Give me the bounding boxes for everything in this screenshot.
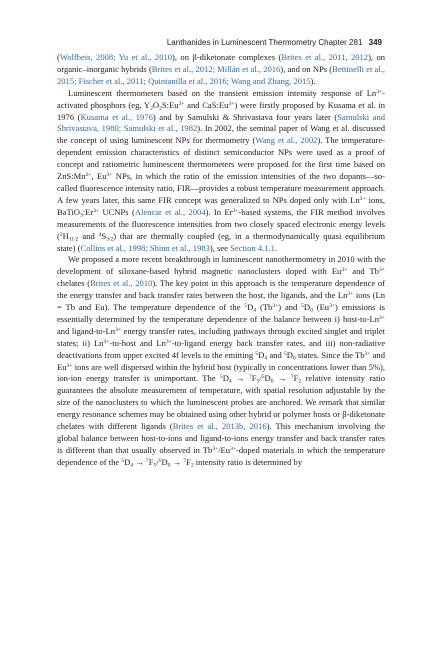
- citation-link[interactable]: Wolfbeis, 2008; Yu et al., 2010: [59, 52, 173, 62]
- running-header: [56, 38, 382, 47]
- text-run: ), on β-diketonate complexes (: [172, 52, 282, 62]
- text-run: ). In Er: [205, 206, 233, 217]
- superscript: 3+: [230, 445, 237, 452]
- subscript: 4: [253, 307, 257, 314]
- running-title: Lanthanides in Luminescent Thermometry: [166, 38, 317, 47]
- citation-link[interactable]: Bettinelli et al., 2015; Fischer et al., 2011; Quintanilla et al., 2016; Wang and Zhang, 2015: [57, 63, 385, 86]
- chapter-label: Chapter: [318, 38, 347, 47]
- text-run: F: [186, 456, 191, 467]
- text-run: ), on organic–inorganic hybrids (: [57, 52, 385, 74]
- citation-link[interactable]: Wang et al., 2002: [255, 135, 318, 146]
- subscript: 4: [228, 378, 232, 385]
- superscript: 3+: [347, 290, 354, 297]
- citation-link[interactable]: Brites et al., 2012; Millán et al., 2016: [151, 63, 281, 74]
- superscript: 5: [255, 350, 259, 357]
- chapter-number: 281: [349, 38, 363, 47]
- text-run: D: [247, 302, 254, 313]
- text-run: ). The key point in this approach is the temperature dependence of the energy transfer and back transfer rates between the host, the ligands, and the Ln: [57, 278, 386, 301]
- superscript: 3+: [115, 326, 122, 333]
- subscript: 11/2: [68, 236, 79, 243]
- superscript: 3+: [364, 350, 371, 357]
- text-run: H: [62, 230, 69, 241]
- text-run: ) and by Samulski & Shrivastava four years later (: [152, 111, 338, 122]
- text-run: :Er: [82, 206, 94, 217]
- text-run: /: [259, 373, 262, 384]
- text-run: F: [293, 373, 299, 384]
- subscript: 5: [256, 378, 260, 385]
- subscript: 5: [153, 462, 157, 469]
- text-run: We proposed a more recent breakthrough in luminescent nanothermometry in 2010 with the development of siloxane-based hybrid magnetic nanoclusters doped with Eu: [57, 254, 385, 277]
- text-run: and Tb: [347, 266, 380, 277]
- superscript: 7: [290, 374, 294, 381]
- text-run: -to-host and Ln: [109, 337, 166, 348]
- text-run: →: [133, 456, 146, 467]
- text-run: chelates (: [57, 278, 91, 289]
- text-run: and CaS:Eu: [184, 99, 229, 110]
- text-run: relative intensity ratio guarantees the absolute measurement of temperature, with spatial resolution adjustable by the size of the nanoclusters to which the luminescent probes are anchored. We remark that similar energy resonance schemes may be obtained using other hybrid or polymer hosts or β-diketonate chelates with different ligands (: [57, 373, 385, 432]
- text-run: -activated phosphors (eg, Y: [57, 87, 385, 110]
- superscript: 5: [219, 374, 223, 381]
- superscript: 3+: [376, 88, 383, 95]
- superscript: 3+: [106, 171, 113, 178]
- text-run: D: [286, 349, 293, 360]
- superscript: 3+: [212, 445, 219, 452]
- superscript: 5: [158, 457, 162, 464]
- text-run: S:Eu: [161, 99, 179, 110]
- text-run: ) that are thermally coupled (eg, in a thermodynamically quasi equilibrium state) (: [57, 230, 385, 253]
- superscript: 3+: [178, 100, 185, 107]
- paragraph-1: [57, 52, 385, 88]
- superscript: 5: [283, 350, 287, 357]
- text-run: and: [267, 349, 284, 360]
- superscript: 5: [261, 374, 265, 381]
- text-run: .: [274, 242, 278, 253]
- subscript: 2: [190, 462, 194, 469]
- text-run: S: [101, 230, 107, 241]
- text-run: ions are well dispersed within the hybrid host (typically in concentrations lower than 5%), ion-ion energy transfer is unimportant. The: [57, 361, 385, 384]
- body-text: [57, 52, 385, 469]
- citation-link[interactable]: Alencar et al., 2004: [134, 206, 206, 217]
- text-run: -to-ligand energy back transfer rates, and iii) non-radiative deactivations from upper excited 4f levels to the emitting: [57, 337, 386, 360]
- superscript: 4: [98, 231, 102, 238]
- superscript: 3+: [379, 314, 385, 321]
- text-run: D: [258, 349, 265, 360]
- text-run: (Tb: [256, 302, 273, 313]
- text-run: ). In 2002, the seminal paper of Wang et al. discussed the concept of using luminescent NPs for thermometry (: [57, 123, 385, 146]
- page-number: 349: [368, 38, 382, 47]
- text-run: ) emissions is essentially determined by the temperature dependence of the balance between i) host-to-Ln: [57, 302, 385, 324]
- text-run: F: [251, 373, 257, 384]
- text-run: NPs, in which the ratio of the emission intensities of the two dopants—so-called fluorescence intensity ratio, FIR—provides a robust temperature measurement approach. A few years later, this same FIR concept was generalized to NPs doped only with Ln: [57, 171, 385, 205]
- superscript: 3+: [329, 302, 336, 309]
- superscript: 3+: [341, 267, 348, 274]
- text-run: →: [231, 373, 249, 384]
- text-run: UCNPs (: [99, 206, 135, 217]
- text-run: ). This mechanism involving the global balance between host-to-ions and ligand-to-ions energy transfer and back transfer rates is different than that usually observed in Tb: [57, 421, 385, 455]
- subscript: 0: [270, 378, 274, 385]
- text-run: energy transfer rates, including pathways through excited singlet and triplet states; ii) Ln: [57, 325, 385, 348]
- text-run: and: [78, 230, 99, 241]
- superscript: 7: [183, 457, 187, 464]
- text-run: D: [222, 373, 229, 384]
- text-run: ions (Ln = Tb and Eu). The temperature dependence of the: [57, 290, 385, 313]
- text-run: Luminescent thermometers based on the transient emission intensity response of Ln: [68, 87, 377, 98]
- text-run: and ligand-to-Ln: [57, 325, 116, 336]
- text-run: ) were firstly proposed by Kusama et al. in 1976 (: [57, 99, 385, 122]
- citation-link[interactable]: Brites et al., 2013b, 2016: [172, 421, 267, 432]
- text-run: (Eu: [312, 302, 330, 313]
- superscript: 7: [145, 457, 149, 464]
- subscript: 0: [310, 307, 313, 314]
- superscript: 2+: [85, 171, 92, 178]
- superscript: 2: [59, 231, 63, 238]
- text-run: states. Since the Tb: [295, 349, 365, 360]
- superscript: 3+: [359, 195, 366, 202]
- superscript: 3+: [93, 207, 100, 214]
- subscript: 3: [79, 212, 83, 219]
- paragraph-2: [57, 88, 385, 255]
- subscript: 0: [167, 462, 171, 469]
- text-run: (: [57, 52, 60, 62]
- text-run: D: [303, 302, 311, 313]
- subscript: 2: [298, 378, 302, 385]
- text-run: ), and on NPs (: [280, 63, 333, 74]
- text-run: ). The temperature-dependent emission characteristics of distinct semiconductor NPs were used as a proof of concept and ratiometric luminescent thermometers were proposed for the first time based on ZnS:Mn: [57, 135, 385, 182]
- subscript: 3/2: [106, 236, 114, 243]
- citation-link[interactable]: Collins et al., 1998; Shinn et al., 1983: [80, 242, 210, 253]
- superscript: 5: [121, 457, 125, 464]
- superscript: 3+: [272, 302, 279, 309]
- text-run: →: [170, 456, 184, 467]
- citation-link[interactable]: Section 4.1.1: [230, 242, 275, 253]
- subscript: 4: [264, 355, 268, 362]
- subscript: 4: [130, 462, 134, 469]
- superscript: 5: [244, 302, 248, 309]
- text-run: ).: [310, 75, 316, 86]
- paragraph-3: [57, 254, 385, 468]
- superscript: 3+: [232, 207, 239, 214]
- superscript: 3+: [66, 362, 73, 369]
- text-run: ) and: [278, 302, 302, 313]
- text-run: D: [124, 456, 131, 467]
- subscript: 0: [292, 355, 296, 362]
- citation-link[interactable]: Kusama et al., 1976: [80, 111, 153, 122]
- text-run: -doped materials in which the temperature dependence of the: [57, 444, 385, 467]
- text-run: , Eu: [91, 171, 107, 182]
- text-run: O: [152, 99, 160, 110]
- text-run: D: [264, 373, 271, 384]
- subscript: 2: [159, 105, 162, 112]
- text-run: D: [161, 456, 168, 467]
- text-run: ), see: [209, 242, 231, 253]
- citation-link[interactable]: Brites et al., 2011, 2012: [281, 52, 369, 62]
- superscript: 7: [248, 374, 252, 381]
- text-run: ions, BaTiO: [57, 194, 385, 217]
- text-run: and Eu: [57, 349, 385, 372]
- superscript: 3+: [103, 338, 110, 345]
- text-run: /Eu: [218, 444, 231, 455]
- text-run: /: [156, 456, 159, 467]
- citation-link[interactable]: Samulski and Shrivastava, 1980; Samulski et al., 1982: [57, 111, 386, 134]
- text-run: -based systems, the FIR method involves measurements of the fluorescence intensities from two closely spaced electronic energy levels (: [57, 206, 385, 241]
- citation-link[interactable]: Brites et al., 2010: [90, 278, 153, 289]
- superscript: 5: [301, 302, 304, 309]
- text-run: →: [273, 373, 291, 384]
- superscript: 3+: [165, 338, 172, 345]
- superscript: 3+: [379, 267, 385, 274]
- subscript: 2: [150, 105, 153, 112]
- superscript: 3+: [228, 100, 235, 107]
- text-run: F: [148, 456, 154, 467]
- text-run: intensity ratio is determined by: [193, 456, 303, 467]
